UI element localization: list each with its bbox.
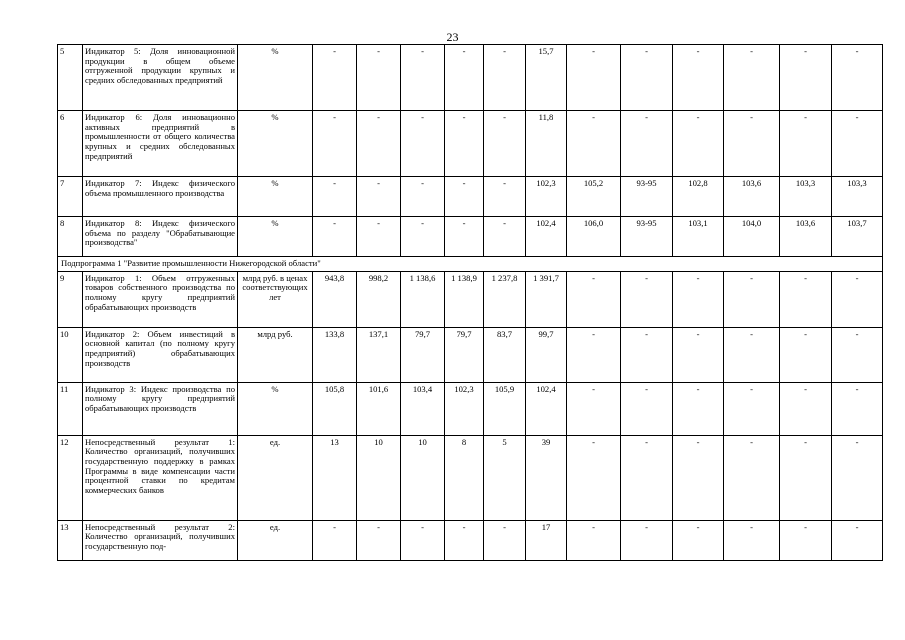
- value-cell: 1 138,6: [401, 271, 445, 327]
- value-cell: -: [567, 327, 621, 382]
- value-cell: 8: [445, 435, 484, 520]
- row-number: 12: [58, 435, 83, 520]
- value-cell: -: [357, 45, 401, 111]
- value-cell: -: [567, 271, 621, 327]
- value-cell: 11,8: [526, 111, 567, 177]
- value-cell: 102,4: [526, 217, 567, 257]
- value-cell: -: [445, 45, 484, 111]
- value-cell: 103,3: [780, 177, 832, 217]
- value-cell: 15,7: [526, 45, 567, 111]
- value-cell: -: [401, 177, 445, 217]
- indicator-name: Индикатор 5: Доля инновационной продукции в общем объеме отгруженной продукции крупных и средних обследованных предприятий: [83, 45, 238, 111]
- table-row: [58, 520, 883, 560]
- indicator-name: Индикатор 6: Доля инновационно активных предприятий в промышленности от общего количества крупных и средних обследованных предприятий: [83, 111, 238, 177]
- value-cell: -: [401, 217, 445, 257]
- value-cell: -: [780, 435, 832, 520]
- value-cell: -: [780, 327, 832, 382]
- value-cell: -: [357, 177, 401, 217]
- row-number: 11: [58, 382, 83, 435]
- value-cell: 106,0: [567, 217, 621, 257]
- value-cell: -: [724, 435, 780, 520]
- value-cell: -: [567, 520, 621, 560]
- value-cell: -: [401, 111, 445, 177]
- value-cell: -: [313, 217, 357, 257]
- value-cell: -: [621, 45, 673, 111]
- value-cell: -: [724, 520, 780, 560]
- row-number: 6: [58, 111, 83, 177]
- value-cell: 93-95: [621, 217, 673, 257]
- value-cell: 79,7: [445, 327, 484, 382]
- value-cell: -: [484, 177, 526, 217]
- value-cell: -: [780, 45, 832, 111]
- unit-cell: млрд руб.: [238, 327, 313, 382]
- value-cell: -: [621, 382, 673, 435]
- value-cell: -: [780, 520, 832, 560]
- value-cell: -: [780, 111, 832, 177]
- table-row: [58, 45, 883, 111]
- value-cell: -: [567, 382, 621, 435]
- unit-cell: %: [238, 111, 313, 177]
- value-cell: -: [673, 45, 724, 111]
- table-row: [58, 327, 883, 382]
- value-cell: -: [673, 327, 724, 382]
- value-cell: 102,3: [526, 177, 567, 217]
- indicator-name: Индикатор 2: Объем инвестиций в основной капитал (по полному кругу предприятий) обрабатывающих производств: [83, 327, 238, 382]
- value-cell: -: [484, 217, 526, 257]
- value-cell: -: [832, 271, 883, 327]
- unit-cell: млрд руб. в ценах соответствующих лет: [238, 271, 313, 327]
- value-cell: 137,1: [357, 327, 401, 382]
- value-cell: -: [357, 111, 401, 177]
- row-number: 8: [58, 217, 83, 257]
- value-cell: 1 391,7: [526, 271, 567, 327]
- value-cell: -: [401, 45, 445, 111]
- value-cell: -: [621, 435, 673, 520]
- value-cell: -: [567, 435, 621, 520]
- value-cell: 83,7: [484, 327, 526, 382]
- value-cell: -: [621, 520, 673, 560]
- indicator-name: Индикатор 7: Индекс физического объема промышленного производства: [83, 177, 238, 217]
- value-cell: 102,4: [526, 382, 567, 435]
- value-cell: 13: [313, 435, 357, 520]
- value-cell: 10: [357, 435, 401, 520]
- value-cell: 1 138,9: [445, 271, 484, 327]
- value-cell: 39: [526, 435, 567, 520]
- value-cell: -: [357, 217, 401, 257]
- indicator-name: Индикатор 8: Индекс физического объема по разделу "Обрабатывающие производства": [83, 217, 238, 257]
- value-cell: -: [401, 520, 445, 560]
- value-cell: 105,9: [484, 382, 526, 435]
- value-cell: 103,7: [832, 217, 883, 257]
- value-cell: -: [313, 177, 357, 217]
- indicator-name: Непосредственный результат 1: Количество организаций, получивших государственную поддержку в рамках Программы в виде компенсации части процентной ставки по кредитам коммерческих банков: [83, 435, 238, 520]
- unit-cell: %: [238, 45, 313, 111]
- table-row: [58, 177, 883, 217]
- subprogram-row: [58, 257, 883, 272]
- table-row: [58, 217, 883, 257]
- value-cell: 998,2: [357, 271, 401, 327]
- table-row: [58, 435, 883, 520]
- value-cell: 103,6: [724, 177, 780, 217]
- value-cell: -: [832, 435, 883, 520]
- value-cell: -: [621, 111, 673, 177]
- value-cell: -: [673, 271, 724, 327]
- indicators-table: [57, 44, 883, 561]
- value-cell: -: [780, 382, 832, 435]
- value-cell: -: [832, 111, 883, 177]
- page-number: 23: [446, 30, 459, 44]
- table-row: [58, 111, 883, 177]
- value-cell: 79,7: [401, 327, 445, 382]
- table-row: [58, 271, 883, 327]
- value-cell: -: [832, 382, 883, 435]
- table-row: [58, 382, 883, 435]
- value-cell: -: [313, 45, 357, 111]
- value-cell: 943,8: [313, 271, 357, 327]
- indicator-name: Индикатор 1: Объем отгруженных товаров собственного производства по полному кругу предприятий обрабатывающих производств: [83, 271, 238, 327]
- indicator-name: Индикатор 3: Индекс производства по полному кругу предприятий обрабатывающих производств: [83, 382, 238, 435]
- value-cell: 105,2: [567, 177, 621, 217]
- value-cell: -: [445, 177, 484, 217]
- value-cell: 103,1: [673, 217, 724, 257]
- value-cell: 103,4: [401, 382, 445, 435]
- value-cell: -: [445, 111, 484, 177]
- unit-cell: %: [238, 217, 313, 257]
- unit-cell: %: [238, 177, 313, 217]
- value-cell: -: [673, 435, 724, 520]
- value-cell: 104,0: [724, 217, 780, 257]
- value-cell: -: [313, 520, 357, 560]
- value-cell: 133,8: [313, 327, 357, 382]
- value-cell: 1 237,8: [484, 271, 526, 327]
- indicator-name: Непосредственный результат 2: Количество организаций, получивших государственную под-: [83, 520, 238, 560]
- value-cell: -: [673, 382, 724, 435]
- unit-cell: %: [238, 382, 313, 435]
- value-cell: -: [484, 111, 526, 177]
- value-cell: 5: [484, 435, 526, 520]
- value-cell: -: [673, 111, 724, 177]
- value-cell: -: [724, 271, 780, 327]
- value-cell: -: [621, 327, 673, 382]
- unit-cell: ед.: [238, 435, 313, 520]
- value-cell: -: [621, 271, 673, 327]
- value-cell: 105,8: [313, 382, 357, 435]
- value-cell: -: [724, 382, 780, 435]
- value-cell: -: [724, 45, 780, 111]
- subprogram-title: Подпрограмма 1 "Развитие промышленности Нижегородской области": [58, 257, 883, 272]
- value-cell: 17: [526, 520, 567, 560]
- value-cell: -: [313, 111, 357, 177]
- row-number: 5: [58, 45, 83, 111]
- value-cell: -: [357, 520, 401, 560]
- value-cell: -: [780, 271, 832, 327]
- value-cell: 101,6: [357, 382, 401, 435]
- value-cell: -: [445, 217, 484, 257]
- value-cell: -: [673, 520, 724, 560]
- value-cell: 103,3: [832, 177, 883, 217]
- value-cell: 10: [401, 435, 445, 520]
- value-cell: -: [832, 45, 883, 111]
- value-cell: -: [724, 327, 780, 382]
- value-cell: 102,3: [445, 382, 484, 435]
- value-cell: -: [567, 45, 621, 111]
- value-cell: -: [484, 45, 526, 111]
- value-cell: 93-95: [621, 177, 673, 217]
- value-cell: -: [832, 520, 883, 560]
- value-cell: -: [724, 111, 780, 177]
- row-number: 7: [58, 177, 83, 217]
- row-number: 9: [58, 271, 83, 327]
- unit-cell: ед.: [238, 520, 313, 560]
- value-cell: -: [567, 111, 621, 177]
- value-cell: -: [484, 520, 526, 560]
- value-cell: -: [445, 520, 484, 560]
- value-cell: 103,6: [780, 217, 832, 257]
- value-cell: 99,7: [526, 327, 567, 382]
- value-cell: -: [832, 327, 883, 382]
- row-number: 13: [58, 520, 83, 560]
- row-number: 10: [58, 327, 83, 382]
- value-cell: 102,8: [673, 177, 724, 217]
